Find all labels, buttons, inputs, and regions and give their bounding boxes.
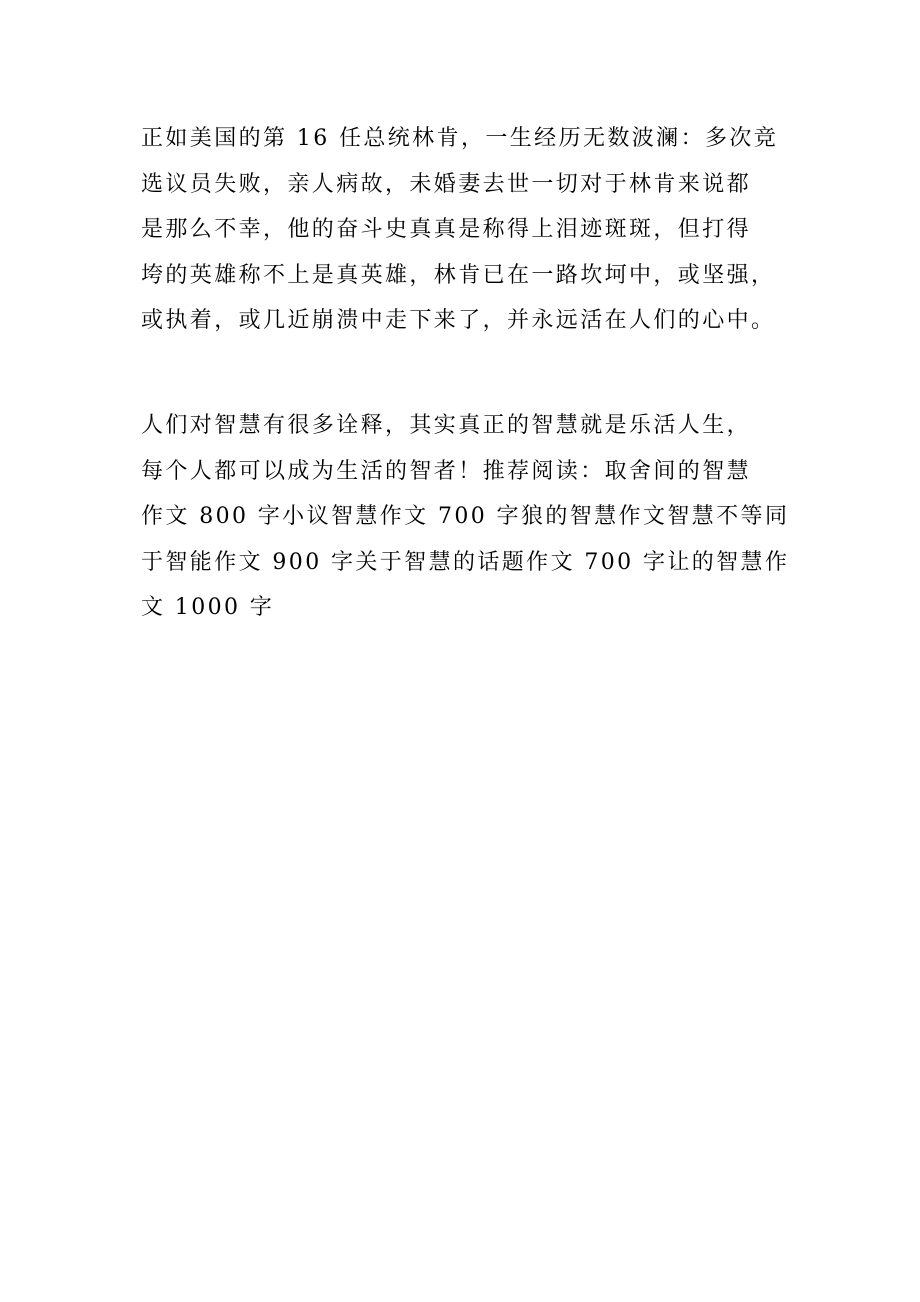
text-line: 人们对智慧有很多诠释，其实真正的智慧就是乐活人生， [141,413,752,438]
text-line: 垮的英雄称不上是真英雄，林肯已在一路坎坷中，或坚强， [141,262,776,288]
text-line: 是那么不幸，他的奋斗史真真是称得上泪迹斑斑，但打得 [141,217,752,242]
paragraph-lincoln [141,116,781,344]
text-line: 作文 800 字小议智慧作文 700 字狼的智慧作文智慧不等同 [141,504,790,529]
text-line: 或执着，或几近崩溃中走下来了，并永远活在人们的心中。 [141,308,776,333]
paragraph-wisdom [141,403,790,631]
text-line: 于智能作文 900 字关于智慧的话题作文 700 字让的智慧作 [141,549,790,575]
text-line: 文 1000 字 [141,595,275,620]
text-line: 正如美国的第 16 任总统林肯，一生经历无数波澜：多次竞 [141,126,779,151]
text-line: 选议员失败，亲人病故，未婚妻去世一切对于林肯来说都 [141,171,752,197]
text-line: 每个人都可以成为生活的智者！推荐阅读：取舍间的智慧 [141,458,752,484]
